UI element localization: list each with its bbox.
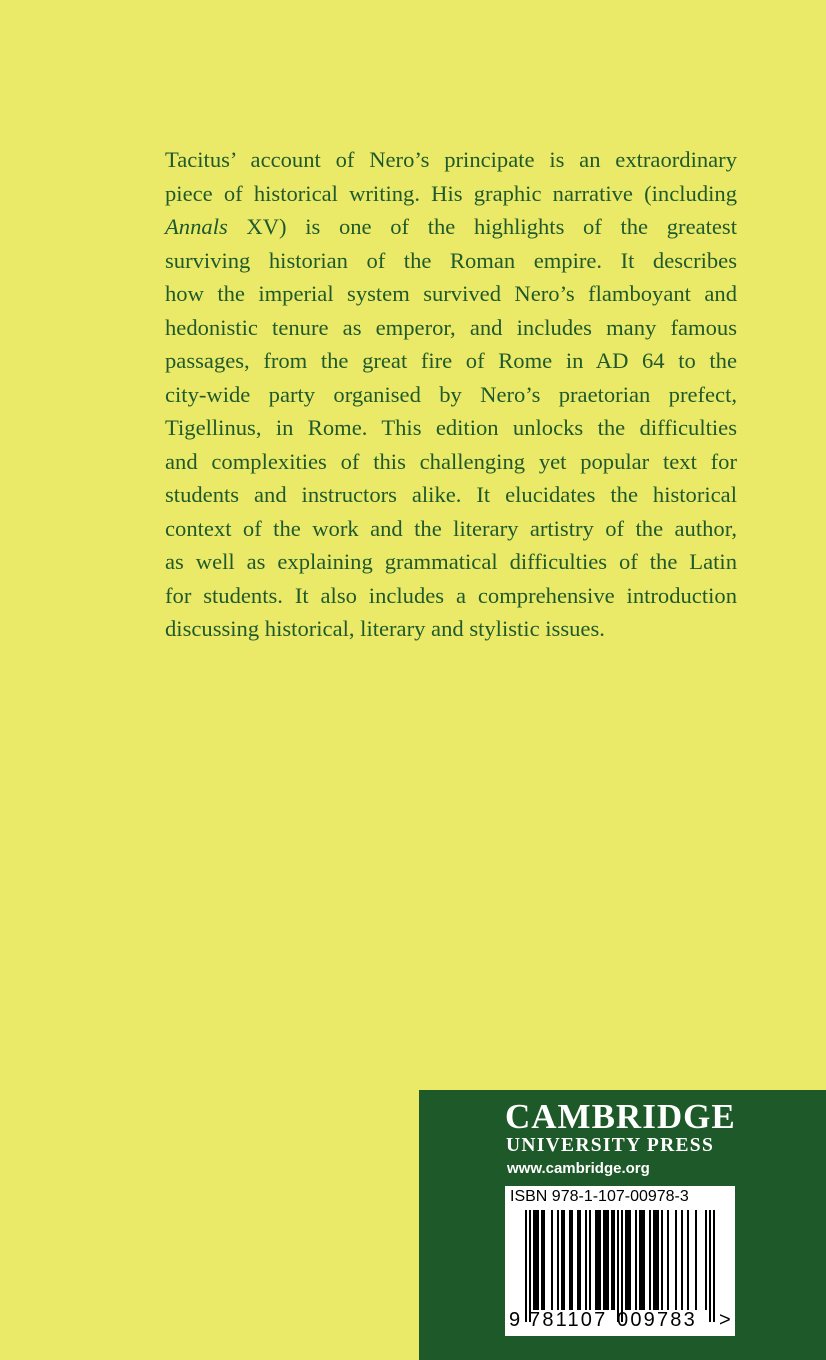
barcode-bar — [541, 1210, 543, 1310]
blurb-line: discussing historical, literary and stylistic issues. — [165, 616, 605, 641]
barcode-bar — [635, 1210, 637, 1310]
barcode-bar — [713, 1210, 715, 1322]
barcode-bar — [675, 1210, 677, 1310]
publisher-url[interactable]: www.cambridge.org — [507, 1160, 650, 1177]
blurb-line: Tigellinus, in Rome. This edition unlocks the difficulties — [165, 415, 737, 440]
barcode-bar — [569, 1210, 571, 1310]
barcode-bar — [687, 1210, 689, 1310]
blurb-line — [165, 210, 737, 244]
barcode-bar — [661, 1210, 663, 1310]
barcode-bar — [535, 1210, 537, 1310]
barcode-bar — [655, 1210, 657, 1310]
barcode-bar — [597, 1210, 599, 1310]
blurb-line: how the imperial system survived Nero’s flamboyant and — [165, 281, 737, 306]
barcode-bar — [551, 1210, 553, 1310]
blurb-line: piece of historical writing. His graphic narrative (including — [165, 180, 737, 206]
barcode-digits-left: 781107 — [529, 1309, 608, 1331]
barcode-bar — [629, 1210, 631, 1310]
blurb-line: hedonistic tenure as emperor, and includes many famous — [165, 314, 737, 340]
barcode-bar — [709, 1210, 711, 1322]
barcode-bar — [695, 1210, 697, 1310]
barcode-bar — [599, 1210, 601, 1310]
blurb-line-rest: XV) is one of the highlights of the greatest — [227, 214, 737, 239]
annals-title: Annals — [165, 214, 228, 239]
publisher-press: UNIVERSITY PRESS — [506, 1135, 715, 1156]
barcode-bar — [595, 1210, 597, 1310]
barcode-end-mark: > — [719, 1309, 731, 1331]
publisher-name: CAMBRIDGE — [505, 1097, 736, 1136]
back-cover-blurb — [165, 143, 737, 646]
barcode-bar — [577, 1210, 579, 1310]
barcode-bar — [605, 1210, 607, 1310]
barcode-bar — [543, 1210, 545, 1310]
blurb-line: passages, from the great fire of Rome in AD 64 to the — [165, 348, 737, 373]
barcode-digit-first: 9 — [509, 1309, 521, 1331]
barcode-bar — [643, 1210, 645, 1310]
barcode-bar — [557, 1210, 559, 1310]
barcode-bar — [657, 1210, 659, 1310]
barcode-bar — [529, 1210, 531, 1322]
barcode-bar — [525, 1210, 527, 1322]
blurb-line: for students. It also includes a comprehensive introduction — [165, 582, 737, 608]
blurb-line: context of the work and the literary artistry of the author, — [165, 515, 737, 541]
barcode-bar — [667, 1210, 669, 1310]
blurb-line: city-wide party organised by Nero’s praetorian prefect, — [165, 381, 737, 407]
barcode-bar — [641, 1210, 643, 1310]
isbn-label: ISBN 978-1-107-00978-3 — [510, 1188, 689, 1205]
blurb-line: Tacitus’ account of Nero’s principate is an extraordinary — [165, 147, 737, 172]
barcode-bar — [639, 1210, 641, 1310]
barcode-bar — [649, 1210, 651, 1310]
barcode-bar — [617, 1210, 619, 1322]
barcode-bar — [621, 1210, 623, 1322]
barcode-bar — [589, 1210, 591, 1310]
barcode-bar — [561, 1210, 563, 1310]
barcode-bar — [563, 1210, 565, 1310]
blurb-line: and complexities of this challenging yet popular text for — [165, 448, 737, 474]
barcode-bar — [579, 1210, 581, 1310]
barcode-bar — [585, 1210, 587, 1310]
blurb-line: surviving historian of the Roman empire. It describes — [165, 247, 737, 273]
barcode-digits — [505, 1309, 735, 1335]
barcode-bar — [603, 1210, 605, 1310]
barcode-bar — [681, 1210, 683, 1310]
barcode-bar — [613, 1210, 615, 1310]
barcode-bar — [627, 1210, 629, 1310]
blurb-line: students and instructors alike. It elucidates the historical — [165, 482, 737, 507]
isbn-barcode — [505, 1186, 735, 1336]
barcode-bar — [537, 1210, 539, 1310]
barcode-bar — [607, 1210, 609, 1310]
barcode-bar — [705, 1210, 707, 1310]
barcode-bar — [653, 1210, 655, 1310]
barcode-bar — [625, 1210, 627, 1310]
barcode-bar — [571, 1210, 573, 1310]
barcode-bar — [533, 1210, 535, 1310]
barcode-bar — [611, 1210, 613, 1310]
blurb-line: as well as explaining grammatical difficulties of the Latin — [165, 549, 737, 574]
barcode-digits-right: 009783 — [617, 1309, 697, 1331]
